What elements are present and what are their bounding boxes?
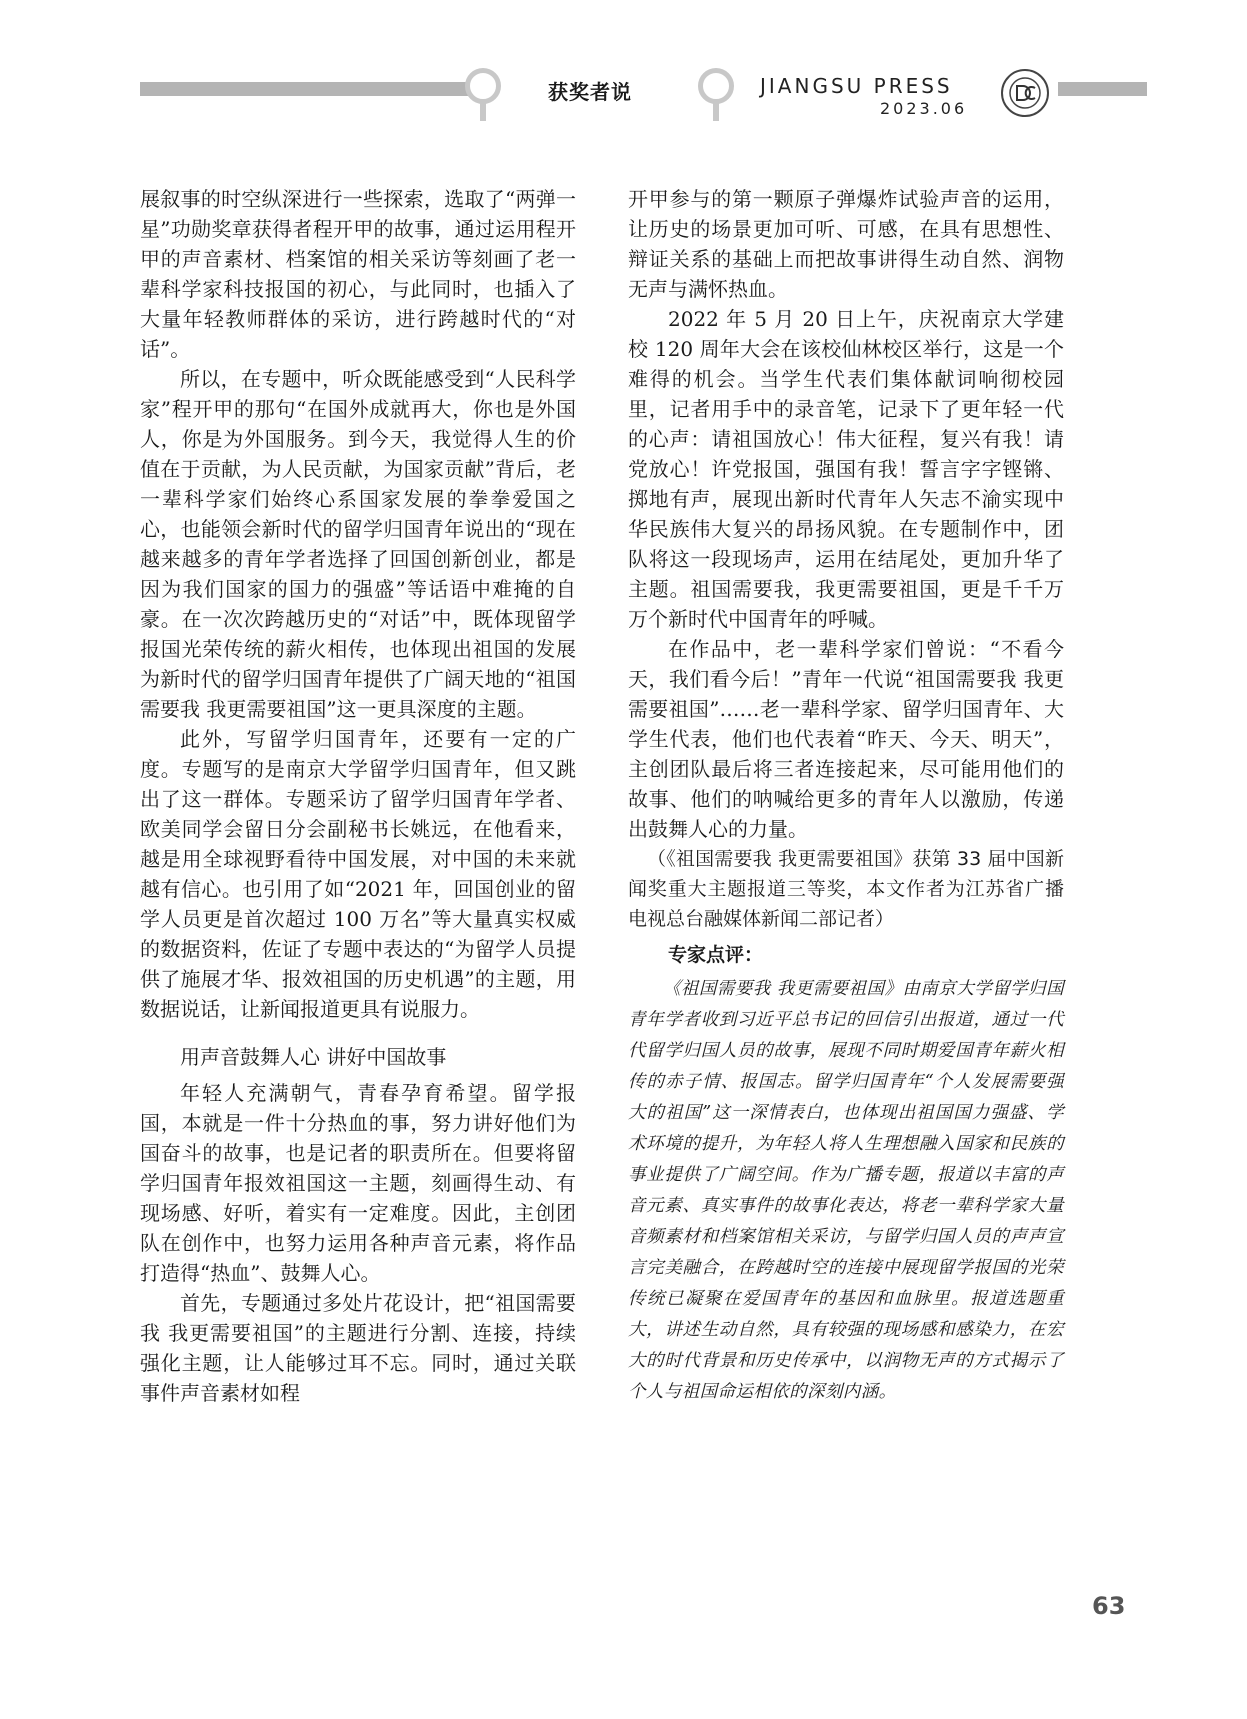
author-note: （《祖国需要我 我更需要祖国》获第 33 届中国新闻奖重大主题报道三等奖，本文作者为江苏省广播电视总台融媒体新闻二部记者） xyxy=(628,848,1064,930)
expert-review-text: 《祖国需要我 我更需要祖国》由南京大学留学归国青年学者收到习近平总书记的回信引出报道，通过一代代留学归国人员的故事，展现不同时期爱国青年薪火相传的赤子情、报国志。留学归国青年“个人发展需要强大的祖国”这一深情表白，也体现出祖国国力强盛、学术环境的提升，为年轻人将人生理想融入国家和民族的事业提供了广阔空间。作为广播专题，报道以丰富的声音元素、真实事件的故事化表达，将老一辈科学家大量音频素材和档案馆相关采访，与留学归国人员的声声宣言完美融合，在跨越时空的连接中展现留学报国的光荣传统已凝聚在爱国青年的基因和血脉里。报道选题重大，讲述生动自然，具有较强的现场感和感染力，在宏大的时代背景和历史传承中，以润物无声的方式揭示了个人与祖国命运相依的深刻内涵。 xyxy=(628,979,1064,1402)
paragraph: 首先，专题通过多处片花设计，把“祖国需要我 我更需要祖国”的主题进行分割、连接，持续强化主题，让人能够过耳不忘。同时，通过关联事件声音素材如程 xyxy=(140,1291,576,1405)
paragraph: 2022 年 5 月 20 日上午，庆祝南京大学建校 120 周年大会在该校仙林校区举行，这是一个难得的机会。当学生代表们集体献词响彻校园里，记者用手中的录音笔，记录下了更年轻一代的心声：请祖国放心！伟大征程，复兴有我！请党放心！许党报国，强国有我！誓言字字铿锵、掷地有声，展现出新时代青年人矢志不渝实现中华民族伟大复兴的昂扬风貌。在专题制作中，团队将这一段现场声，运用在结尾处，更加升华了主题。祖国需要我，我更需要祖国，更是千千万万个新时代中国青年的呼喊。 xyxy=(628,307,1064,631)
paragraph: 开甲参与的第一颗原子弹爆炸试验声音的运用，让历史的场景更加可听、可感，在具有思想性、辩证关系的基础上而把故事讲得生动自然、润物无声与满怀热血。 xyxy=(628,187,1064,301)
paragraph: 展叙事的时空纵深进行一些探索，选取了“两弹一星”功勋奖章获得者程开甲的故事，通过运用程开甲的声音素材、档案馆的相关采访等刻画了老一辈科学家科技报国的初心，与此同时，也插入了大量年轻教师群体的采访，进行跨越时代的“对话”。 xyxy=(140,187,576,361)
magazine-brand: JIANGSU PRESS xyxy=(760,74,953,98)
paragraph: 此外，写留学归国青年，还要有一定的广度。专题写的是南京大学留学归国青年，但又跳出了这一群体。专题采访了留学归国青年学者、欧美同学会留日分会副秘书长姚远，在他看来，越是用全球视野看待中国发展，对中国的未来就越有信心。也引用了如“2021 年，回国创业的留学人员更是首次超过 100 万名”等大量真实权威的数据资料，佐证了专题中表达的“为留学人员提供了施展才华、报效祖国的历史机遇”的主题，用数据说话，让新闻报道更具有说服力。 xyxy=(140,727,576,1021)
left-column xyxy=(140,184,576,1408)
expert-review-heading: 专家点评： xyxy=(668,944,764,966)
map-pin-icon xyxy=(698,68,734,104)
header-rule-left xyxy=(140,82,495,96)
header-rule-right xyxy=(1058,82,1147,96)
paragraph: 年轻人充满朝气，青春孕育希望。留学报国，本就是一件十分热血的事，努力讲好他们为国奋斗的故事，也是记者的职责所在。但要将留学归国青年报效祖国这一主题，刻画得生动、有现场感、好听，着实有一定难度。因此，主创团队在创作中，也努力运用各种声音元素，将作品打造得“热血”、鼓舞人心。 xyxy=(140,1081,576,1285)
map-pin-icon xyxy=(465,68,501,104)
issue-date: 2023.06 xyxy=(880,99,968,118)
right-column xyxy=(628,184,1064,1408)
magazine-logo-icon xyxy=(1000,68,1050,118)
section-subheading: 用声音鼓舞人心 讲好中国故事 xyxy=(180,1045,447,1069)
paragraph: 在作品中，老一辈科学家们曾说：“不看今天，我们看今后！”青年一代说“祖国需要我 我更需要祖国”……老一辈科学家、留学归国青年、大学生代表，他们也代表着“昨天、今天、明天”，主创团队最后将三者连接起来，尽可能用他们的故事、他们的呐喊给更多的青年人以激励，传递出鼓舞人心的力量。 xyxy=(628,637,1064,841)
section-title: 获奖者说 xyxy=(548,80,632,104)
paragraph: 所以，在专题中，听众既能感受到“人民科学家”程开甲的那句“在国外成就再大，你也是外国人，你是为外国服务。到今天，我觉得人生的价值在于贡献，为人民贡献，为国家贡献”背后，老一辈科学家们始终心系国家发展的拳拳爱国之心，也能领会新时代的留学归国青年说出的“现在越来越多的青年学者选择了回国创新创业，都是因为我们国家的国力的强盛”等话语中难掩的自豪。在一次次跨越历史的“对话”中，既体现留学报国光荣传统的薪火相传，也体现出祖国的发展为新时代的留学归国青年提供了广阔天地的“祖国需要我 我更需要祖国”这一更具深度的主题。 xyxy=(140,367,576,721)
page-number: 63 xyxy=(1092,1592,1126,1620)
